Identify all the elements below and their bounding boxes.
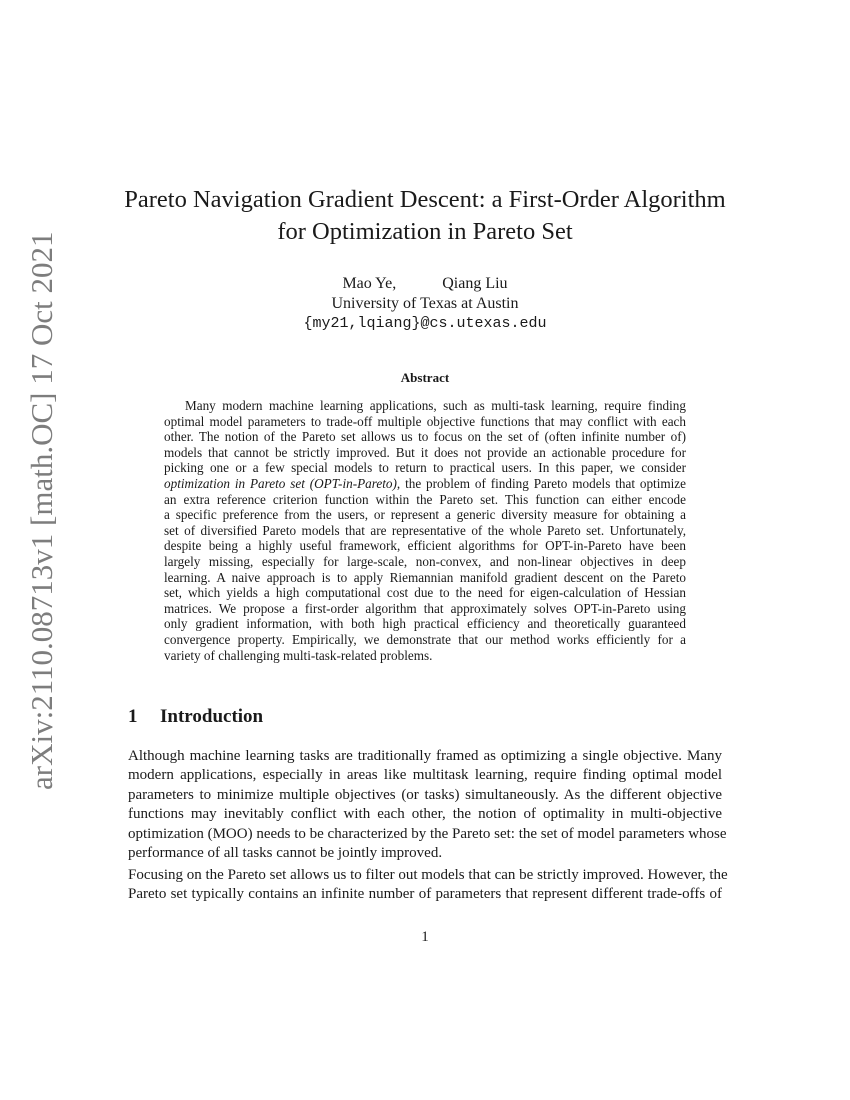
abstract-line: a specific preference from the users, or represent a generic diversity measure for obtaining a [164,507,686,523]
abstract-line: learning. A naive approach is to apply Riemannian manifold gradient descent on the Pareto [164,569,686,585]
title-line: Pareto Navigation Gradient Descent: a First-Order Algorithm [124,186,726,213]
abstract-line: Many modern machine learning applications, such as multi-task learning, require finding [185,398,686,413]
arxiv-stamp: arXiv:2110.08713v1 [math.OC] 17 Oct 2021 [24,231,59,790]
abstract-line: matrices. We propose a first-order algorithm that approximately solves OPT-in-Pareto using [164,600,686,616]
abstract-emphasis: optimization in Pareto set (OPT-in-Pareto) [164,475,397,491]
paragraph-line: Focusing on the Pareto set allows us to filter out models that can be strictly improved. However, the [128,867,728,883]
paragraph-line: optimization (MOO) needs to be characterized by the Pareto set: the set of model parameters whose [128,825,727,842]
abstract-line: only gradient information, with both high practical efficiency and theoretically guaranteed [164,616,686,632]
page-number: 1 [421,929,429,945]
abstract-line: an extra reference criterion function within the Pareto set. This function can either encode [164,491,686,507]
author-name: Qiang Liu [442,275,508,292]
abstract-line: optimal model parameters to trade-off multiple objective functions that may conflict with each [164,413,686,429]
paragraph-line: parameters to minimize multiple objectives (or tasks) simultaneously. As the different objective [128,786,722,803]
section-title: Introduction [160,706,264,727]
abstract-line: despite being a highly useful framework, efficient algorithms for OPT-in-Pareto have been [164,538,686,554]
author-block [100,274,750,334]
paragraph-line: Pareto set typically contains an infinite number of parameters that represent different trade-offs of [128,886,722,903]
paper-title [100,184,750,248]
abstract-line: largely missing, especially for large-scale, non-convex, and non-linear objectives in deep [164,553,686,569]
abstract-line: models that cannot be strictly improved. But it does not provide an actionable procedure for [164,444,686,460]
abstract-heading: Abstract [400,370,450,385]
body-paragraph [128,747,727,863]
affiliation: University of Texas at Austin [331,295,519,312]
paragraph-line: functions may inevitably conflict with each other, the notion of optimality in multi-objective [128,806,722,823]
abstract-line: other. The notion of the Pareto set allows us to focus on the set of (often infinite number of) [164,429,686,445]
author-names [100,274,750,294]
section-heading [128,706,263,728]
abstract-line-rest: , the problem of finding Pareto models that optimize [396,475,687,491]
author-email: {my21,lqiang}@cs.utexas.edu [303,315,547,332]
abstract-body [164,398,686,663]
body-paragraph [128,866,728,905]
abstract-line: variety of challenging multi-task-related problems. [164,647,433,663]
author-name: Mao Ye, [342,275,397,292]
paragraph-line: performance of all tasks cannot be jointly improved. [128,845,443,862]
title-line: for Optimization in Pareto Set [277,218,573,245]
abstract-line [164,476,686,492]
abstract-line: convergence property. Empirically, we demonstrate that our method works efficiently for a [164,631,686,647]
abstract-line: set, which yields a high computational cost due to the need for eigen-calculation of Hessian [164,585,686,601]
paragraph-line: Although machine learning tasks are traditionally framed as optimizing a single objective. Many [128,748,722,764]
abstract-line: picking one or a few special models to return to practical users. In this paper, we consider [164,460,686,476]
paragraph-line: modern applications, especially in areas like multitask learning, require finding optimal model [128,767,722,784]
section-number: 1 [128,706,138,727]
abstract-line: set of diversified Pareto models that are representative of the whole Pareto set. Unfortunately, [164,522,686,538]
